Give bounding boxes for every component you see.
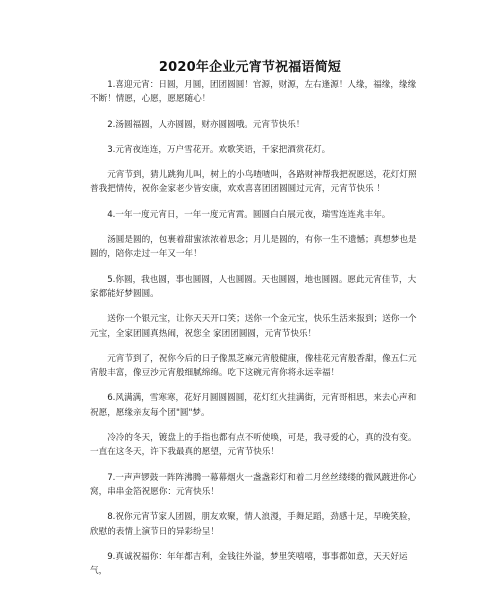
paragraph: 4.一年一度元宵日，一年一度元宵霄。圆圆白白展元夜，瑞雪连连兆丰年。 xyxy=(107,209,391,220)
paragraph: 1.喜迎元宵：日圆，月圆，团团圆圆！官源，财源，左右逢源！人缘，福缘，缘缘不断！情愿，心愿，愿愿随心！ xyxy=(90,80,417,105)
document-body xyxy=(90,78,424,589)
document-title: 2020年企业元宵节祝福语简短 xyxy=(158,60,342,75)
paragraph: 元宵节到，猜儿跳狗儿叫，树上的小鸟喳喳叫，各路财神帮我把祝愿送，花灯灯照普我把情传，祝你金家老少皆安康，欢欢喜喜团团圆圆过元宵，元宵节快乐 ！ xyxy=(90,170,417,195)
paragraph: 6.风满满，雪寒寒，花好月圆圆圆圆，花灯红火挂满街，元宵哥相思，来去心声和祝愿，愿缘亲友每个团"圆"梦。 xyxy=(90,393,417,418)
paragraph: 元宵节到了，祝你今后的日子像黑芝麻元宵般健康，像桂花元宵般香甜，像五仁元宵般丰富，像豆沙元宵般细腻绵绵。吃下这碗元宵你将永远幸福！ xyxy=(90,353,417,379)
paragraph: 8.祝你元宵节家人团圆，朋友欢聚，情人浪漫，手舞足蹈，劲感十足，早晚笑脸，欣慰的表情上演节日的异彩纷呈！ xyxy=(90,512,417,537)
paragraph: 冷冷的冬天，镀盘上的手指也都有点不听使唤，可是，我寻爱的心，真的没有变。一直在这冬天，许下我最真的愿望，元宵节快乐！ xyxy=(90,433,417,458)
paragraph: 汤圆是圆的，包裹着甜蜜浓浓着思念；月儿是圆的，有你一生不遗憾；真想梦也是圆的，陪你走过一年又一年！ xyxy=(90,235,417,260)
paragraph: 5.你圆，我也圆，事也圆圆，人也圆圆。天也圆圆，地也圆圆。愿此元宵佳节，大家都能好梦圆圆。 xyxy=(90,274,417,299)
paragraph: 送你一个银元宝，让你天天开口笑；送你一个金元宝，快乐生活来报到；送你一个元宝，全家团圆真热闹，祝您全 家团团圆圆，元宵节快乐！ xyxy=(90,314,417,339)
paragraph: 2.汤圆福圆，人亦圆圆，财亦圆圆哦。元宵节快乐！ xyxy=(107,119,305,130)
paragraph: 9.真诚祝福你：年年都吉利，金钱往外溢，梦里笑嘻嘻，事事都如意，天天好运气， xyxy=(90,551,408,577)
paragraph: 7.一声声锣鼓一阵阵沸腾一幕幕烟火一盏盏彩灯和着二月丝丝缕缕的微风踱进你心窝，串串金箔祝愿你：元宵快乐！ xyxy=(90,472,417,497)
paragraph: 3.元宵夜连连，万户雪花开。欢歌笑语，千家把酒赏花灯。 xyxy=(107,144,331,155)
